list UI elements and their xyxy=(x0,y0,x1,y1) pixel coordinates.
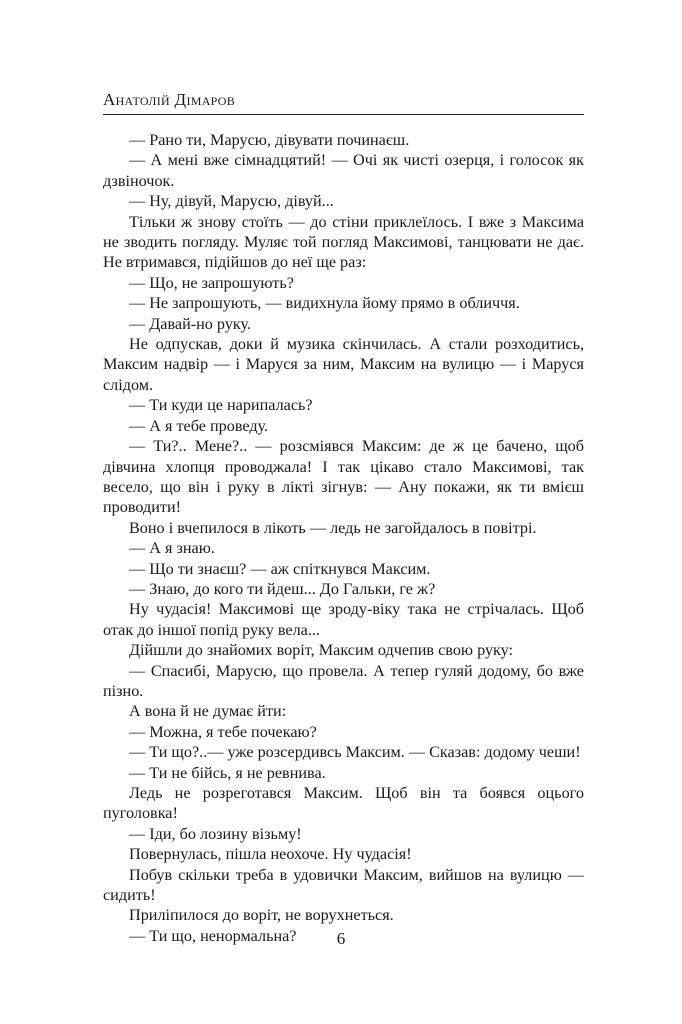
paragraph: — Ти що, ненормальна? xyxy=(129,926,297,945)
paragraph: — Спасибі, Марусю, що провела. А тепер гуляй додому, бо вже пізно. xyxy=(103,661,584,700)
paragraph: Дійшли до знайомих воріт, Максим одчепив свою руку: xyxy=(129,641,514,660)
paragraph: — Знаю, до кого ти йдеш... До Гальки, ге ж? xyxy=(129,579,436,598)
paragraph: — А я тебе проведу. xyxy=(129,416,269,435)
paragraph: — Можна, я тебе почекаю? xyxy=(129,722,317,741)
header-rule xyxy=(103,114,584,115)
paragraph: Воно і вчепилося в лікоть — ледь не загойдалось в повітрі. xyxy=(129,518,537,537)
paragraph: Тільки ж знову стоїть — до стіни приклеїлось. І вже з Максима не зводить погляду. Муляє той погляд Максимові, танцювати не дає. Не втримався, підійшов до неї ще раз: xyxy=(103,212,584,272)
paragraph: Ледь не розреготався Максим. Щоб він та боявся оцього пуголовка! xyxy=(103,784,584,823)
body-text xyxy=(103,130,584,946)
paragraph: — Не запрошують, — видихнула йому прямо в обличчя. xyxy=(129,294,520,313)
paragraph: — Ну, дівуй, Марусю, дівуй... xyxy=(129,192,334,211)
paragraph: Ну чудасія! Максимові ще зроду-віку така не стрічалась. Щоб отак до іншої попід руку вела... xyxy=(103,600,584,639)
paragraph: А вона й не думає йти: xyxy=(129,702,287,721)
page-number: 6 xyxy=(336,929,346,948)
paragraph: — А я знаю. xyxy=(129,539,215,558)
paragraph: — Що ти знаєш? — аж спіткнувся Максим. xyxy=(129,559,431,578)
paragraph: — А мені вже сімнадцятий! — Очі як чисті озерця, і голосок як дзвіночок. xyxy=(103,151,584,190)
paragraph: — Ти що?..— уже розсердивсь Максим. — Сказав: додому чеши! xyxy=(129,743,581,762)
paragraph: Приліпилося до воріт, не ворухнеться. xyxy=(129,906,394,925)
paragraph: — Рано ти, Марусю, дівувати починаєш. xyxy=(129,131,410,149)
paragraph: — Давай-но руку. xyxy=(129,314,252,333)
paragraph: — Ти куди це нарипалась? xyxy=(129,396,313,415)
running-head-author: Анатолій Дімаров xyxy=(103,90,236,109)
paragraph: Побув скільки треба в удовички Максим, вийшов на вулицю — сидить! xyxy=(103,865,584,905)
paragraph: — Що, не запрошують? xyxy=(129,273,294,292)
paragraph: Не одпускав, доки й музика скінчилась. А стали розходитись, Максим надвір — і Маруся за ним, Максим на вулицю — і Маруся слідом. xyxy=(103,335,584,394)
paragraph: — Ти?.. Мене?.. — розсміявся Максим: де ж це бачено, щоб дівчина хлопця проводжала! І так цікаво стало Максимові, так весело, що він і руку в лікті зігнув: — Ану покажи, як ти вмієш проводити! xyxy=(103,437,584,517)
paragraph: — Ти не бійсь, я не ревнива. xyxy=(129,763,326,782)
paragraph: — Іди, бо лозину візьму! xyxy=(129,824,302,843)
paragraph: Повернулась, пішла неохоче. Ну чудасія! xyxy=(129,845,412,864)
